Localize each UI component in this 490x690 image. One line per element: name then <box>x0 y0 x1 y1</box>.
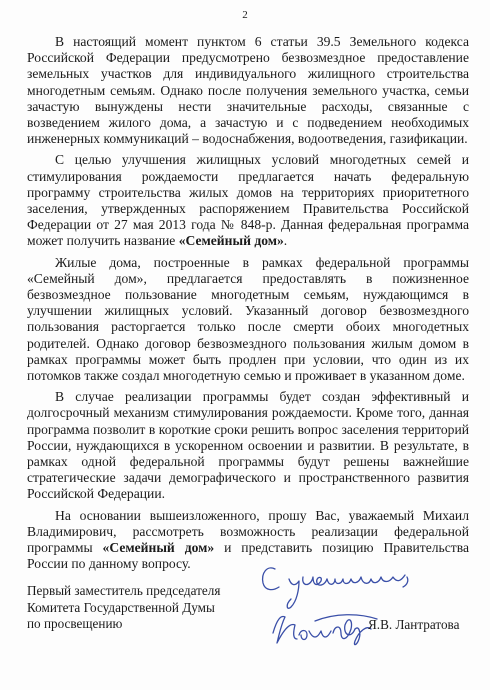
signature-stroke <box>263 568 279 590</box>
paragraph-text: На основании вышеизложенного, прошу Вас, уважаемый Михаил Владимирович, рассмотреть возможность реализации федеральной программы <box>27 507 469 556</box>
paragraph-text: В случае реализации программы будет создан эффективный и долгосрочный механизм стимулирования рождаемости. Кроме того, данная программа позволит в короткие сроки решить вопрос заселения территорий России, нуждающихся в ускоренном освоении и развитии. В результате, в рамках одной федеральной программы будут решены важнейшие стратегические задачи демографического и пространственного развития Российской Федерации. <box>27 389 469 502</box>
signatory-title-line: Комитета Государственной Думы <box>27 599 215 615</box>
signatory-title <box>27 583 227 633</box>
signatory-title-line: Первый заместитель председателя <box>27 583 221 598</box>
paragraph-text: и представить позицию Правительства России по данному вопросу. <box>27 540 469 572</box>
signature-stroke <box>299 631 331 640</box>
paragraph <box>27 389 469 502</box>
handwritten-signature <box>255 555 430 660</box>
signature-stroke <box>303 577 327 585</box>
signature-stroke <box>287 579 299 608</box>
paragraph <box>27 152 469 249</box>
signatory-title-line: по просвещению <box>27 616 123 631</box>
signature-stroke <box>403 577 408 587</box>
paragraph <box>27 255 469 385</box>
signatory-name: Я.В. Лантратова <box>368 617 460 632</box>
paragraph-text: В настоящий момент пунктом 6 статьи 39.5 Земельного кодекса Российской Федерации предусмотрено безвозмездное предоставление земельных участков для индивидуального жилищного строительства многодетным семьям. Однако после получения земельного участка, семьи зачастую вынуждены нести значительные расходы, связанные с возведением жилого дома, а зачастую и с подведением необходимых инженерных коммуникаций – водоснабжения, водоотведения, газификации. <box>27 34 469 147</box>
paragraph-text: . <box>283 233 288 249</box>
signature-stroke <box>273 617 297 643</box>
page-number: 2 <box>242 9 248 21</box>
program-name-emphasis: «Семейный дом» <box>178 233 284 249</box>
program-name-emphasis: «Семейный дом» <box>102 540 215 556</box>
signature-stroke <box>327 575 405 584</box>
paragraph-text: С целью улучшения жилищных условий многодетных семей и стимулирования рождаемости предлагается начать федеральную программу строительства жилых домов на территориях приоритетного заселения, утвержденных распоряжением Правительства Российской Федерации от 27 мая 2013 года № 848-р. Данная федеральная программа может получить название <box>27 152 469 249</box>
letter-body <box>27 34 469 578</box>
signature-stroke <box>333 620 355 639</box>
paragraph-text: Жилые дома, построенные в рамках федеральной программы «Семейный дом», предлагается предоставлять в пожизненное безвозмездное пользование многодетным семьям, нуждающимся в улучшении жилищных условий. Указанный договор безвозмездного пользования расторгается только после смерти обоих многодетных родителей. Однако договор безвозмездного пользования жилым домом в рамках программы может быть продлен при условии, что один из их потомков также создал многодетную семью и проживает в указанном доме. <box>27 254 469 384</box>
paragraph <box>27 34 469 147</box>
